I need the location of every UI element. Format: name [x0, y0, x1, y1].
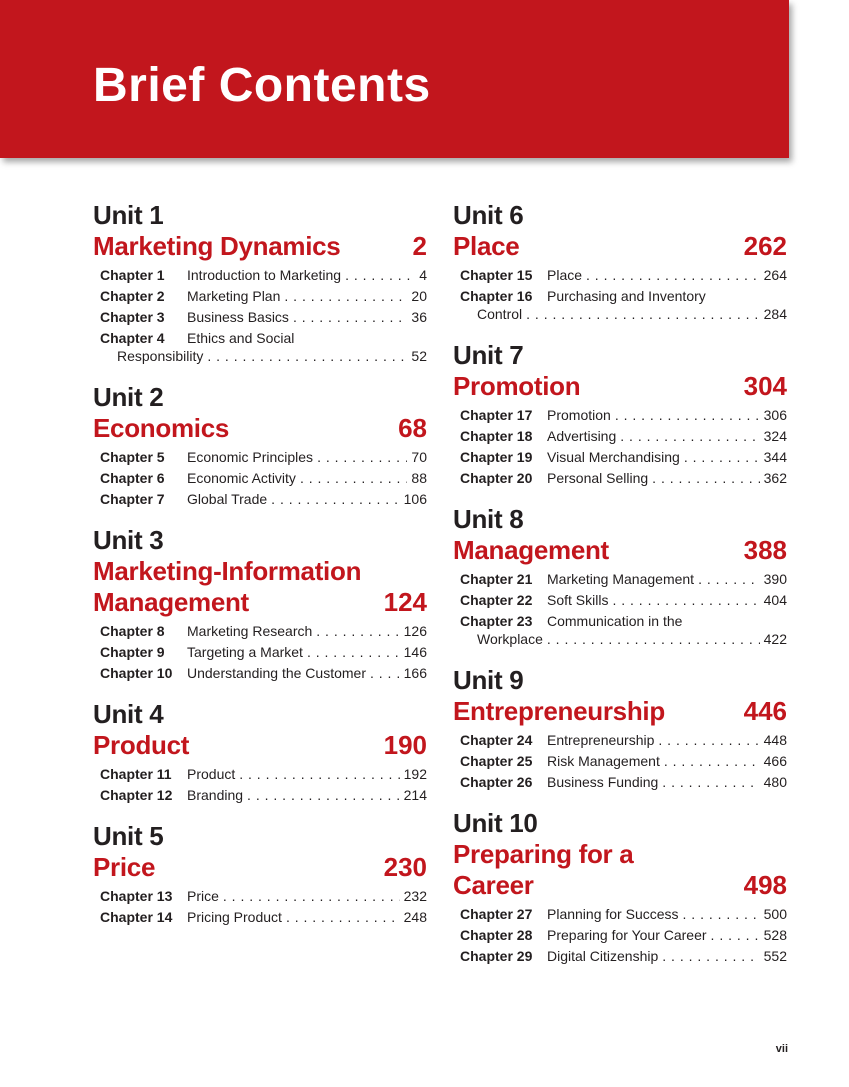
chapter-entry: [100, 308, 427, 326]
chapter-line1: [100, 329, 427, 347]
unit-title-row: [93, 413, 427, 444]
chapter-number: Chapter 16: [460, 288, 533, 304]
dot-leader: [284, 287, 407, 305]
unit-section: [93, 525, 427, 682]
chapter-title: Purchasing and Inventory: [547, 288, 706, 304]
dot-leader: [317, 448, 407, 466]
unit-label: Unit 1: [93, 200, 164, 230]
chapter-number: Chapter 12: [100, 787, 173, 803]
chapter-number: Chapter 26: [460, 774, 533, 790]
unit-label: Unit 5: [93, 821, 164, 851]
dot-leader: [247, 786, 400, 804]
unit-title-row: [453, 696, 787, 727]
chapter-entry: [460, 406, 787, 424]
chapter-entry: [100, 448, 427, 466]
dot-leader: [307, 643, 400, 661]
chapter-page-number: 448: [763, 732, 787, 748]
chapter-page-number: 52: [411, 348, 427, 364]
chapter-number: Chapter 11: [100, 766, 172, 782]
chapter-page-number: 36: [411, 309, 427, 325]
chapter-entry: [100, 287, 427, 305]
contents-column-right: [453, 200, 787, 982]
dot-leader: [526, 305, 760, 323]
chapter-line2: [460, 305, 787, 323]
chapter-page-number: 106: [403, 491, 427, 507]
unit-title: Price: [93, 852, 156, 882]
chapter-title: Advertising: [547, 428, 617, 444]
chapter-number: Chapter 19: [460, 449, 533, 465]
chapter-number: Chapter 9: [100, 644, 165, 660]
chapter-title: Targeting a Market: [187, 644, 303, 660]
dot-leader: [293, 308, 407, 326]
chapter-title: Personal Selling: [547, 470, 649, 486]
chapter-number: Chapter 17: [460, 407, 533, 423]
chapter-number: Chapter 25: [460, 753, 533, 769]
chapter-number: Chapter 20: [460, 470, 533, 486]
unit-title: Entrepreneurship: [453, 696, 665, 726]
chapter-number: Chapter 24: [460, 732, 533, 748]
unit-label: Unit 2: [93, 382, 164, 412]
chapter-title: Communication in the: [547, 613, 683, 629]
unit-title: Management: [453, 535, 609, 565]
chapter-page-number: 480: [763, 774, 787, 790]
chapter-entry: [460, 905, 787, 923]
chapter-number: Chapter 6: [100, 470, 165, 486]
chapter-list: [93, 765, 427, 804]
unit-title-line2: Career: [453, 870, 534, 900]
chapter-list: [453, 905, 787, 965]
chapter-title: Price: [187, 888, 219, 904]
chapter-entry: [460, 926, 787, 944]
unit-label: Unit 4: [93, 699, 164, 729]
dot-leader: [286, 908, 400, 926]
chapter-number: Chapter 5: [100, 449, 165, 465]
unit-section: [93, 382, 427, 508]
chapter-title: Marketing Research: [187, 623, 313, 639]
unit-label: Unit 7: [453, 340, 524, 370]
chapter-number: Chapter 1: [100, 267, 165, 283]
chapter-number: Chapter 29: [460, 948, 533, 964]
chapter-page-number: 344: [763, 449, 787, 465]
dot-leader: [370, 664, 400, 682]
chapter-entry: [100, 469, 427, 487]
unit-label: Unit 9: [453, 665, 524, 695]
chapter-page-number: 466: [763, 753, 787, 769]
chapter-entry: [100, 664, 427, 682]
unit-title-row: [453, 535, 787, 566]
chapter-page-number: 70: [411, 449, 427, 465]
unit-section: [453, 340, 787, 487]
chapter-entry: [460, 731, 787, 749]
chapter-number: Chapter 3: [100, 309, 165, 325]
unit-title: Product: [93, 730, 190, 760]
chapter-entry: [460, 427, 787, 445]
chapter-page-number: 306: [763, 407, 787, 423]
chapter-page-number: 232: [403, 888, 427, 904]
dot-leader: [658, 731, 759, 749]
dot-leader: [662, 947, 759, 965]
unit-title-row: [453, 870, 787, 901]
unit-title-line2: Management: [93, 587, 249, 617]
chapter-entry: [100, 622, 427, 640]
unit-section: [453, 200, 787, 323]
chapter-title: Risk Management: [547, 753, 660, 769]
dot-leader: [612, 591, 759, 609]
unit-section: [453, 808, 787, 965]
chapter-page-number: 500: [763, 906, 787, 922]
chapter-line1: [460, 287, 787, 305]
unit-page-number: 2: [412, 231, 427, 261]
chapter-page-number: 528: [763, 927, 787, 943]
chapter-title: Introduction to Marketing: [187, 267, 342, 283]
chapter-list: [453, 570, 787, 648]
chapter-title: Soft Skills: [547, 592, 609, 608]
chapter-number: Chapter 10: [100, 665, 173, 681]
chapter-title: Entrepreneurship: [547, 732, 655, 748]
dot-leader: [547, 630, 760, 648]
chapter-page-number: 192: [403, 766, 427, 782]
unit-label: Unit 6: [453, 200, 524, 230]
chapter-page-number: 404: [763, 592, 787, 608]
chapter-entry: [100, 490, 427, 508]
header-banner: [0, 0, 789, 158]
dot-leader: [711, 926, 760, 944]
chapter-title: Ethics and Social: [187, 330, 295, 346]
unit-page-number: 124: [383, 587, 427, 617]
unit-title: Preparing for a: [453, 839, 634, 869]
unit-section: [453, 504, 787, 648]
dot-leader: [662, 773, 759, 791]
chapter-page-number: 324: [763, 428, 787, 444]
unit-label: Unit 10: [453, 808, 538, 838]
chapter-title: Economic Principles: [187, 449, 314, 465]
chapter-list: [93, 887, 427, 926]
chapter-entry: [100, 887, 427, 905]
unit-title-row: [93, 587, 427, 618]
contents-column-left: [93, 200, 427, 943]
dot-leader: [207, 347, 407, 365]
chapter-entry: [460, 752, 787, 770]
dot-leader: [586, 266, 760, 284]
unit-label: Unit 3: [93, 525, 164, 555]
chapter-entry: [460, 448, 787, 466]
chapter-list: [93, 622, 427, 682]
unit-title-row: [453, 231, 787, 262]
dot-leader: [683, 905, 760, 923]
unit-title: Marketing-Information: [93, 556, 362, 586]
page-title: Brief Contents: [93, 59, 431, 112]
dot-leader: [271, 490, 399, 508]
chapter-entry: [460, 469, 787, 487]
chapter-title: Business Funding: [547, 774, 659, 790]
chapter-number: Chapter 15: [460, 267, 533, 283]
dot-leader: [652, 469, 759, 487]
chapter-entry: [460, 947, 787, 965]
chapter-entry: [460, 591, 787, 609]
unit-title-row: [93, 852, 427, 883]
dot-leader: [698, 570, 760, 588]
dot-leader: [239, 765, 399, 783]
unit-page-number: 446: [743, 696, 787, 726]
unit-page-number: 190: [383, 730, 427, 760]
chapter-entry: [460, 612, 787, 648]
chapter-entry: [100, 765, 427, 783]
chapter-entry: [460, 266, 787, 284]
chapter-entry: [100, 266, 427, 284]
unit-page-number: 498: [743, 870, 787, 900]
unit-title: Marketing Dynamics: [93, 231, 341, 261]
chapter-list: [453, 731, 787, 791]
chapter-number: Chapter 28: [460, 927, 533, 943]
page-number: vii: [775, 1043, 788, 1055]
dot-leader: [316, 622, 399, 640]
unit-page-number: 262: [743, 231, 787, 261]
dot-leader: [664, 752, 760, 770]
unit-page-number: 304: [743, 371, 787, 401]
chapter-page-number: 146: [403, 644, 427, 660]
unit-title-row: [453, 371, 787, 402]
chapter-title: Promotion: [547, 407, 611, 423]
chapter-title: Product: [187, 766, 236, 782]
chapter-entry: [100, 908, 427, 926]
chapter-number: Chapter 27: [460, 906, 533, 922]
chapter-title: Pricing Product: [187, 909, 282, 925]
chapter-number: Chapter 8: [100, 623, 165, 639]
chapter-list: [93, 266, 427, 365]
chapter-list: [453, 406, 787, 487]
unit-title-row: [93, 231, 427, 262]
chapter-title-line2: Control: [477, 306, 523, 322]
unit-section: [93, 821, 427, 926]
dot-leader: [223, 887, 400, 905]
chapter-line2: [100, 347, 427, 365]
unit-label: Unit 8: [453, 504, 524, 534]
chapter-title: Planning for Success: [547, 906, 679, 922]
dot-leader: [345, 266, 415, 284]
chapter-page-number: 126: [403, 623, 427, 639]
unit-page-number: 388: [743, 535, 787, 565]
unit-title: Place: [453, 231, 520, 261]
unit-title-row: [93, 730, 427, 761]
chapter-page-number: 166: [403, 665, 427, 681]
chapter-page-number: 284: [763, 306, 787, 322]
chapter-title: Business Basics: [187, 309, 289, 325]
chapter-line1: [460, 612, 787, 630]
chapter-entry: [460, 287, 787, 323]
chapter-entry: [100, 786, 427, 804]
chapter-number: Chapter 22: [460, 592, 533, 608]
chapter-title-line2: Responsibility: [117, 348, 204, 364]
chapter-page-number: 422: [763, 631, 787, 647]
chapter-page-number: 390: [763, 571, 787, 587]
chapter-number: Chapter 23: [460, 613, 533, 629]
chapter-page-number: 214: [403, 787, 427, 803]
chapter-number: Chapter 13: [100, 888, 173, 904]
chapter-number: Chapter 14: [100, 909, 173, 925]
unit-page-number: 68: [398, 413, 427, 443]
unit-section: [93, 699, 427, 804]
unit-section: [93, 200, 427, 365]
chapter-title: Visual Merchandising: [547, 449, 680, 465]
chapter-entry: [460, 570, 787, 588]
chapter-title: Preparing for Your Career: [547, 927, 707, 943]
dot-leader: [620, 427, 759, 445]
dot-leader: [300, 469, 407, 487]
chapter-list: [453, 266, 787, 323]
chapter-list: [93, 448, 427, 508]
unit-title: Promotion: [453, 371, 581, 401]
chapter-number: Chapter 7: [100, 491, 165, 507]
chapter-title: Branding: [187, 787, 244, 803]
chapter-number: Chapter 4: [100, 330, 165, 346]
chapter-page-number: 248: [403, 909, 427, 925]
unit-title: Economics: [93, 413, 230, 443]
chapter-entry: [100, 643, 427, 661]
chapter-title: Economic Activity: [187, 470, 296, 486]
chapter-title: Digital Citizenship: [547, 948, 659, 964]
chapter-page-number: 362: [763, 470, 787, 486]
chapter-entry: [460, 773, 787, 791]
chapter-page-number: 20: [411, 288, 427, 304]
chapter-number: Chapter 2: [100, 288, 165, 304]
chapter-page-number: 552: [763, 948, 787, 964]
dot-leader: [684, 448, 760, 466]
chapter-title: Understanding the Customer: [187, 665, 366, 681]
chapter-page-number: 264: [763, 267, 787, 283]
chapter-title: Place: [547, 267, 583, 283]
chapter-entry: [100, 329, 427, 365]
chapter-title: Global Trade: [187, 491, 268, 507]
chapter-title: Marketing Management: [547, 571, 695, 587]
dot-leader: [615, 406, 760, 424]
chapter-page-number: 88: [411, 470, 427, 486]
chapter-title-line2: Workplace: [477, 631, 543, 647]
unit-page-number: 230: [383, 852, 427, 882]
chapter-title: Marketing Plan: [187, 288, 281, 304]
chapter-line2: [460, 630, 787, 648]
chapter-number: Chapter 21: [460, 571, 533, 587]
chapter-number: Chapter 18: [460, 428, 533, 444]
chapter-page-number: 4: [419, 267, 427, 283]
unit-section: [453, 665, 787, 791]
